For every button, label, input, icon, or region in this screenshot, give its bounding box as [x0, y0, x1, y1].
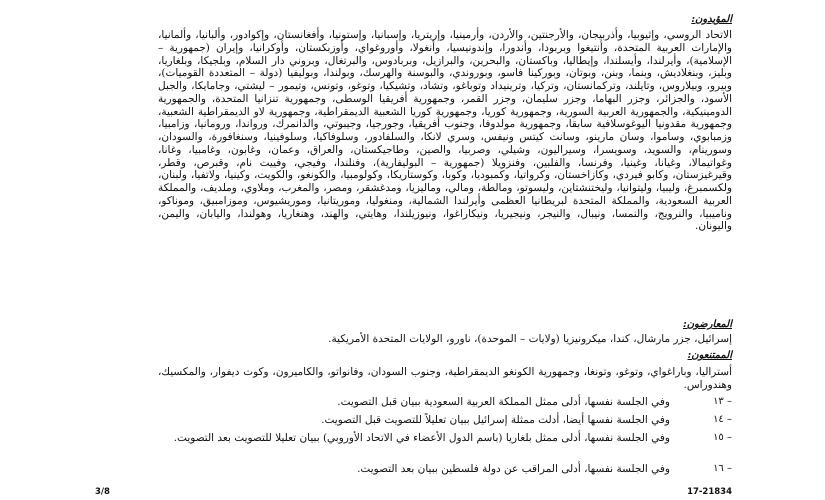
abstain-countries-paragraph: أستراليا، وباراغواي، وتوغو، وتونغا، وجمهورية الكونغو الديمقراطية، وجنوب السودان، وفانواتو، والكاميرون، وكوت ديفوار، والمكسيك، وهندوراس.	[158, 366, 732, 391]
paragraph-item	[158, 463, 732, 476]
page-number: 3/8	[95, 487, 110, 497]
paragraph-number: – ١٦	[713, 463, 732, 474]
against-heading: المعارضون:	[683, 319, 732, 330]
paragraph-number: – ١٤	[713, 414, 732, 425]
paragraph-text: وفي الجلسة نفسها أيضا، أدلت ممثلة إسرائيل ببيان تعليلاً للتصويت قبل التصويت.	[321, 414, 670, 426]
paragraph-text: وفي الجلسة نفسها، أدلى ممثل المملكة العربية السعودية ببيان قبل التصويت.	[337, 396, 670, 408]
abstain-heading: الممتنعون:	[687, 350, 732, 361]
paragraph-number: – ١٥	[713, 432, 732, 443]
paragraph-text: وفي الجلسة نفسها، أدلى المراقب عن دولة فلسطين ببيان بعد التصويت.	[357, 463, 670, 475]
against-countries-paragraph: إسرائيل، جزر مارشال، كندا، ميكرونيزيا (ولايات – الموحدة)، ناورو، الولايات المتحدة الأمريكية.	[328, 333, 732, 345]
favor-heading: المؤيدون:	[691, 14, 732, 25]
paragraph-number: – ١٣	[713, 396, 732, 407]
paragraph-item	[158, 414, 732, 427]
paragraph-item	[158, 432, 732, 445]
paragraph-item	[158, 396, 732, 409]
favor-countries-paragraph: الاتحاد الروسي، وإثيوبيا، وأذربيجان، والأرجنتين، والأردن، وأرمينيا، وإريتريا، وإسبانيا، وإستونيا، وأفغانستان، وإكوادور، وألبانيا، وألمانيا، والإمارات العربية المتحدة، وأنتيغوا وبربودا، وأندورا، وإندونيسيا، وأنغولا، وأوروغواي، وأوزبكستان، وأوكرانيا، وإيران (جمهورية – الإسلامية)، وأيرلندا، وأيسلندا، وإيطاليا، وباكستان، والبحرين، والبرازيل، وبربادوس، والبرتغال، وبروني دار السلام، وبلجيكا، وبلغاريا، وبليز، وبنغلاديش، وبنما، وبنن، وبوتان، وبوركينا فاسو، وبوروندي، والبوسنة والهرسك، وبولندا، وبوليفيا (دولة – المتعددة القوميات)، وبيرو، وبيلاروس، وتايلند، وتركمانستان، وتركيا، وترينيداد وتوباغو، وتشاد، وتشيكيا، وتوغو، وتونس، وتيمور – ليشتي، وجامايكا، والجبل الأسود، والجزائر، وجزر البهاما، وجزر سليمان، وجزر القمر، وجمهورية أفريقيا الوسطى، وجمهورية تنزانيا المتحدة، والجمهورية الدومينيكية، والجمهورية العربية السورية، وجمهورية كوريا، وجمهورية كوريا الشعبية الديمقراطية، وجمهورية لاو الديمقراطية الشعبية، وجمهورية مقدونيا اليوغوسلافية سابقا، وجمهورية مولدوفا، وجنوب أفريقيا، وجورجيا، وجيبوتي، والدانمرك، ورواندا، ورومانيا، وزامبيا، وزمبابوي، وساموا، وسان مارينو، وسانت كيتس ونيفس، وسري لانكا، والسلفادور، وسلوفاكيا، وسلوفينيا، وسنغافورة، والسودان، وسورينام، والسويد، وسويسرا، وسيراليون، وشيلي، وصربيا، والصين، وطاجيكستان، والعراق، وعمان، وغابون، وغامبيا، وغانا، وغواتيمالا، وغيانا، وغينيا، وفرنسا، والفلبين، وفنزويلا (جمهورية – البوليفارية)، وفنلندا، وفيجي، وفييت نام، وقبرص، وقطر، وقيرغيزستان، وكابو فيردي، وكازاخستان، وكرواتيا، وكمبوديا، وكوبا، وكوستاريكا، وكولومبيا، والكونغو، والكويت، وكينيا، ولاتفيا، ولبنان، ولكسمبرغ، وليبيا، وليتوانيا، وليختنشتاين، وليسوتو، ومالطة، ومالي، وماليزيا، ومدغشقر، ومصر، والمغرب، وملاوي، وملديف، والمملكة العربية السعودية، والمملكة المتحدة لبريطانيا العظمى وأيرلندا الشمالية، ومنغوليا، وموريتانيا، وموريشيوس، وموزامبيق، وموناكو، وناميبيا، والنرويج، والنمسا، ونيبال، والنيجر، ونيجيريا، ونيكاراغوا، ونيوزيلندا، وهايتي، والهند، وهنغاريا، وهولندا، واليابان، واليمن، واليونان.	[158, 29, 732, 233]
document-number: 17-21834	[687, 487, 732, 497]
paragraph-text: وفي الجلسة نفسها، أدلى ممثل بلغاريا (باسم الدول الأعضاء في الاتحاد الأوروبي) ببيان تعليلا للتصويت بعد التصويت.	[173, 432, 670, 444]
